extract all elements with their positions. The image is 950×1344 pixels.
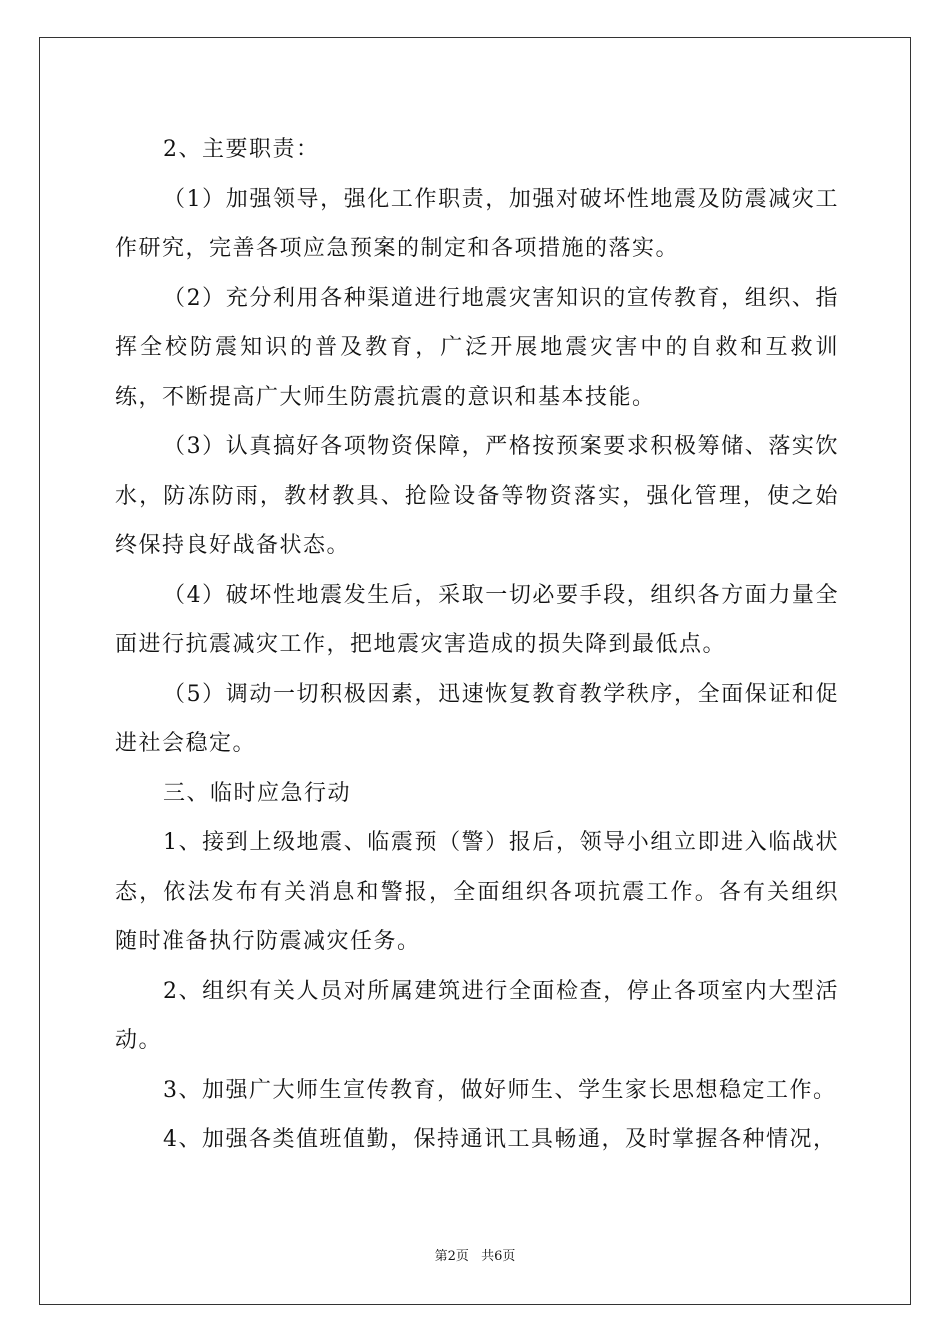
- paragraph: 1、接到上级地震、临震预（警）报后，领导小组立即进入临战状态，依法发布有关消息和警报，全面组织各项抗震工作。各有关组织随时准备执行防震减灾任务。: [115, 830, 839, 954]
- paragraph: （3）认真搞好各项物资保障，严格按预案要求积极筹储、落实饮水，防冻防雨，教材教具、抢险设备等物资落实，强化管理，使之始终保持良好战备状态。: [115, 434, 839, 558]
- paragraph: （1）加强领导，强化工作职责，加强对破坏性地震及防震减灾工作研究，完善各项应急预案的制定和各项措施的落实。: [115, 186, 839, 261]
- page-footer: [0, 1245, 950, 1264]
- page-number: 第2页: [434, 1249, 469, 1264]
- paragraph: 4、加强各类值班值勤，保持通讯工具畅通，及时掌握各种情况，: [163, 1127, 837, 1152]
- paragraph: 2、组织有关人员对所属建筑进行全面检查，停止各项室内大型活动。: [115, 978, 839, 1053]
- paragraph: 3、加强广大师生宣传教育，做好师生、学生家长思想稳定工作。: [163, 1077, 837, 1103]
- paragraph: （5）调动一切积极因素，迅速恢复教育教学秩序，全面保证和促进社会稳定。: [115, 681, 839, 756]
- paragraph: 2、主要职责：: [163, 137, 320, 162]
- section-heading: 三、临时应急行动: [163, 780, 352, 806]
- paragraph: （2）充分利用各种渠道进行地震灾害知识的宣传教育，组织、指挥全校防震知识的普及教育，广泛开展地震灾害中的自救和互救训练，不断提高广大师生防震抗震的意识和基本技能。: [115, 285, 839, 410]
- paragraph: （4）破坏性地震发生后，采取一切必要手段，组织各方面力量全面进行抗震减灾工作，把地震灾害造成的损失降到最低点。: [115, 582, 839, 657]
- document-body: [115, 125, 839, 1165]
- page-total: 共6页: [481, 1249, 516, 1264]
